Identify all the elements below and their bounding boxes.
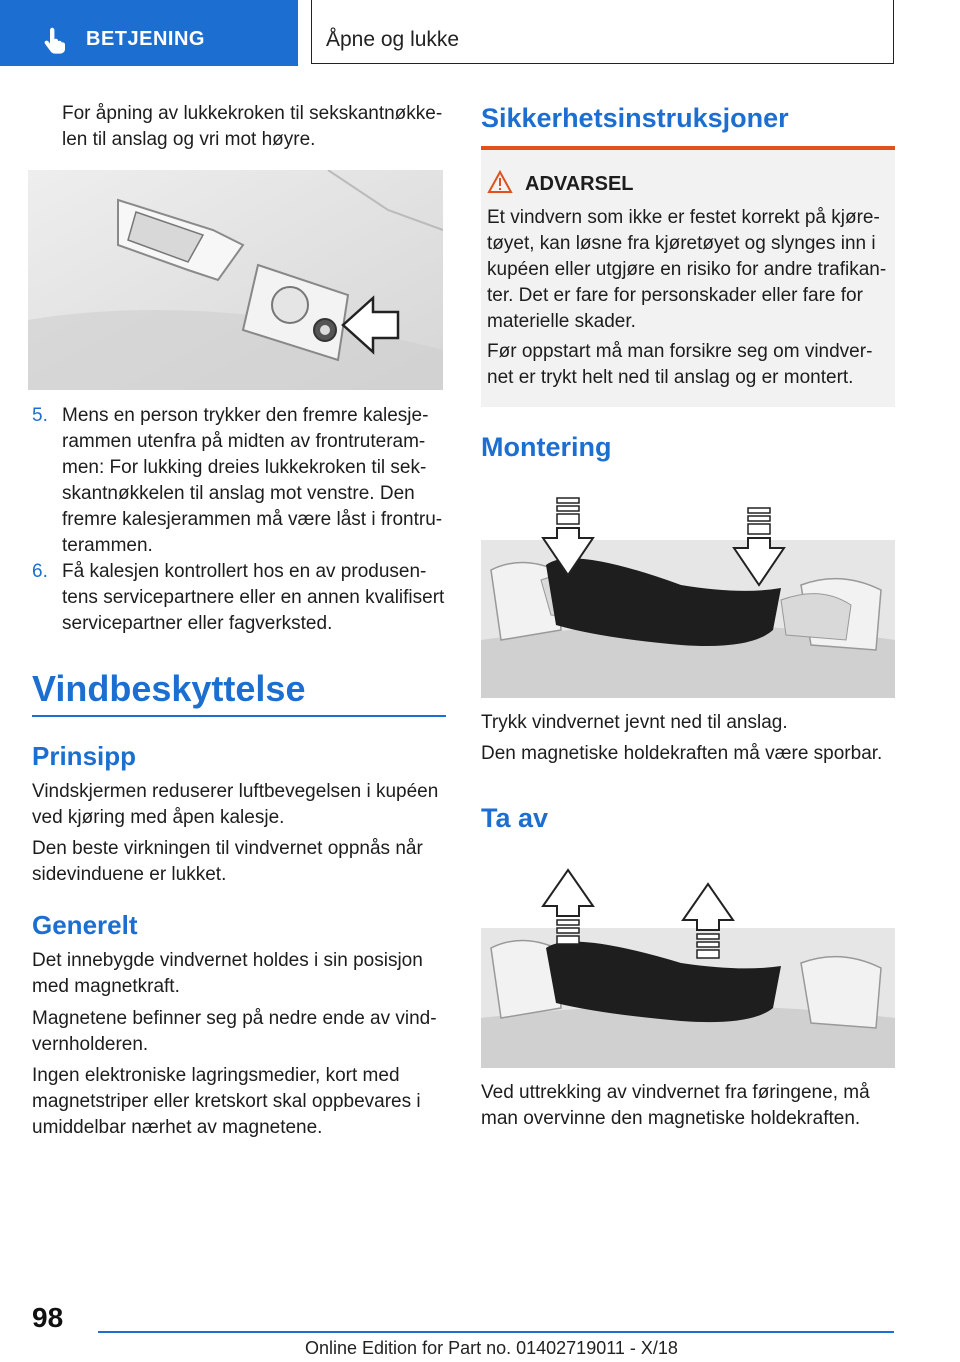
paragraph: Vindskjermen reduserer luftbevegelsen i kupéen ved kjøring med åpen kalesje. xyxy=(32,781,439,828)
step-number: 6. xyxy=(32,561,48,582)
hand-touch-icon xyxy=(40,27,68,55)
warning-triangle-icon xyxy=(487,170,513,194)
subheading-generelt: Generelt xyxy=(32,910,138,940)
paragraph: Ingen elektroniske lagringsmedier, kort med magnetstriper eller kretskort skal oppbevares i umiddelbar nærhet av magnetene. xyxy=(32,1065,421,1138)
footer-divider xyxy=(98,1331,894,1333)
warning-text: Før oppstart må man forsikre seg om vindver- net er trykt helt ned til anslag og er montert. xyxy=(487,341,873,388)
safety-heading: Sikkerhetsinstruksjoner xyxy=(481,103,789,133)
mounting-illustration xyxy=(481,490,895,698)
warning-text: Et vindvern som ikke er festet korrekt på kjøre- tøyet, kan løsne fra kjøretøyet og slynges inn i kupéen eller utgjøre en risiko for andre trafikan- ter. Det er fare for personskader eller fare for materielle skader. xyxy=(487,207,887,332)
subheading-montering: Montering xyxy=(481,432,612,462)
latch-illustration xyxy=(28,170,443,390)
step-text: Mens en person trykker den fremre kalesje- rammen utenfra på midten av frontruteram- men: For lukking dreies lukkekroken til sek- skantnøkkelen til anslag mot venstre. Den fremre kalesjerammen må være låst i frontru- terammen. xyxy=(62,405,443,556)
subheading-prinsipp: Prinsipp xyxy=(32,741,137,771)
paragraph: Magnetene befinner seg på nedre ende av vind- vernholderen. xyxy=(32,1008,437,1055)
intro-text: For åpning av lukkekroken til sekskantnøkke- len til anslag og vri mot høyre. xyxy=(62,103,443,150)
step-text: Få kalesjen kontrollert hos en av produsen- tens servicepartnere eller en annen kvalifisert servicepartner eller fagverksted. xyxy=(62,561,445,634)
page-number: 98 xyxy=(32,1302,64,1333)
removal-illustration xyxy=(481,868,895,1068)
section-label: BETJENING xyxy=(86,28,205,50)
edition-text: Online Edition for Part no. 01402719011 - X/18 xyxy=(305,1338,678,1358)
section-divider xyxy=(32,715,446,717)
paragraph: Den beste virkningen til vindvernet oppnås når sidevinduene er lukket. xyxy=(32,838,423,885)
paragraph: Trykk vindvernet jevnt ned til anslag. xyxy=(481,712,788,733)
paragraph: Ved uttrekking av vindvernet fra føringene, må man overvinne den magnetiske holdekraften. xyxy=(481,1082,870,1129)
paragraph: Det innebygde vindvernet holdes i sin posisjon med magnetkraft. xyxy=(32,950,423,997)
step-number: 5. xyxy=(32,405,48,426)
subheading-ta-av: Ta av xyxy=(481,803,549,833)
paragraph: Den magnetiske holdekraften må være sporbar. xyxy=(481,743,883,764)
chapter-title: Åpne og lukke xyxy=(326,28,460,51)
warning-title: ADVARSEL xyxy=(525,173,634,195)
section-tab xyxy=(0,0,298,66)
section-heading: Vindbeskyttelse xyxy=(32,668,306,709)
